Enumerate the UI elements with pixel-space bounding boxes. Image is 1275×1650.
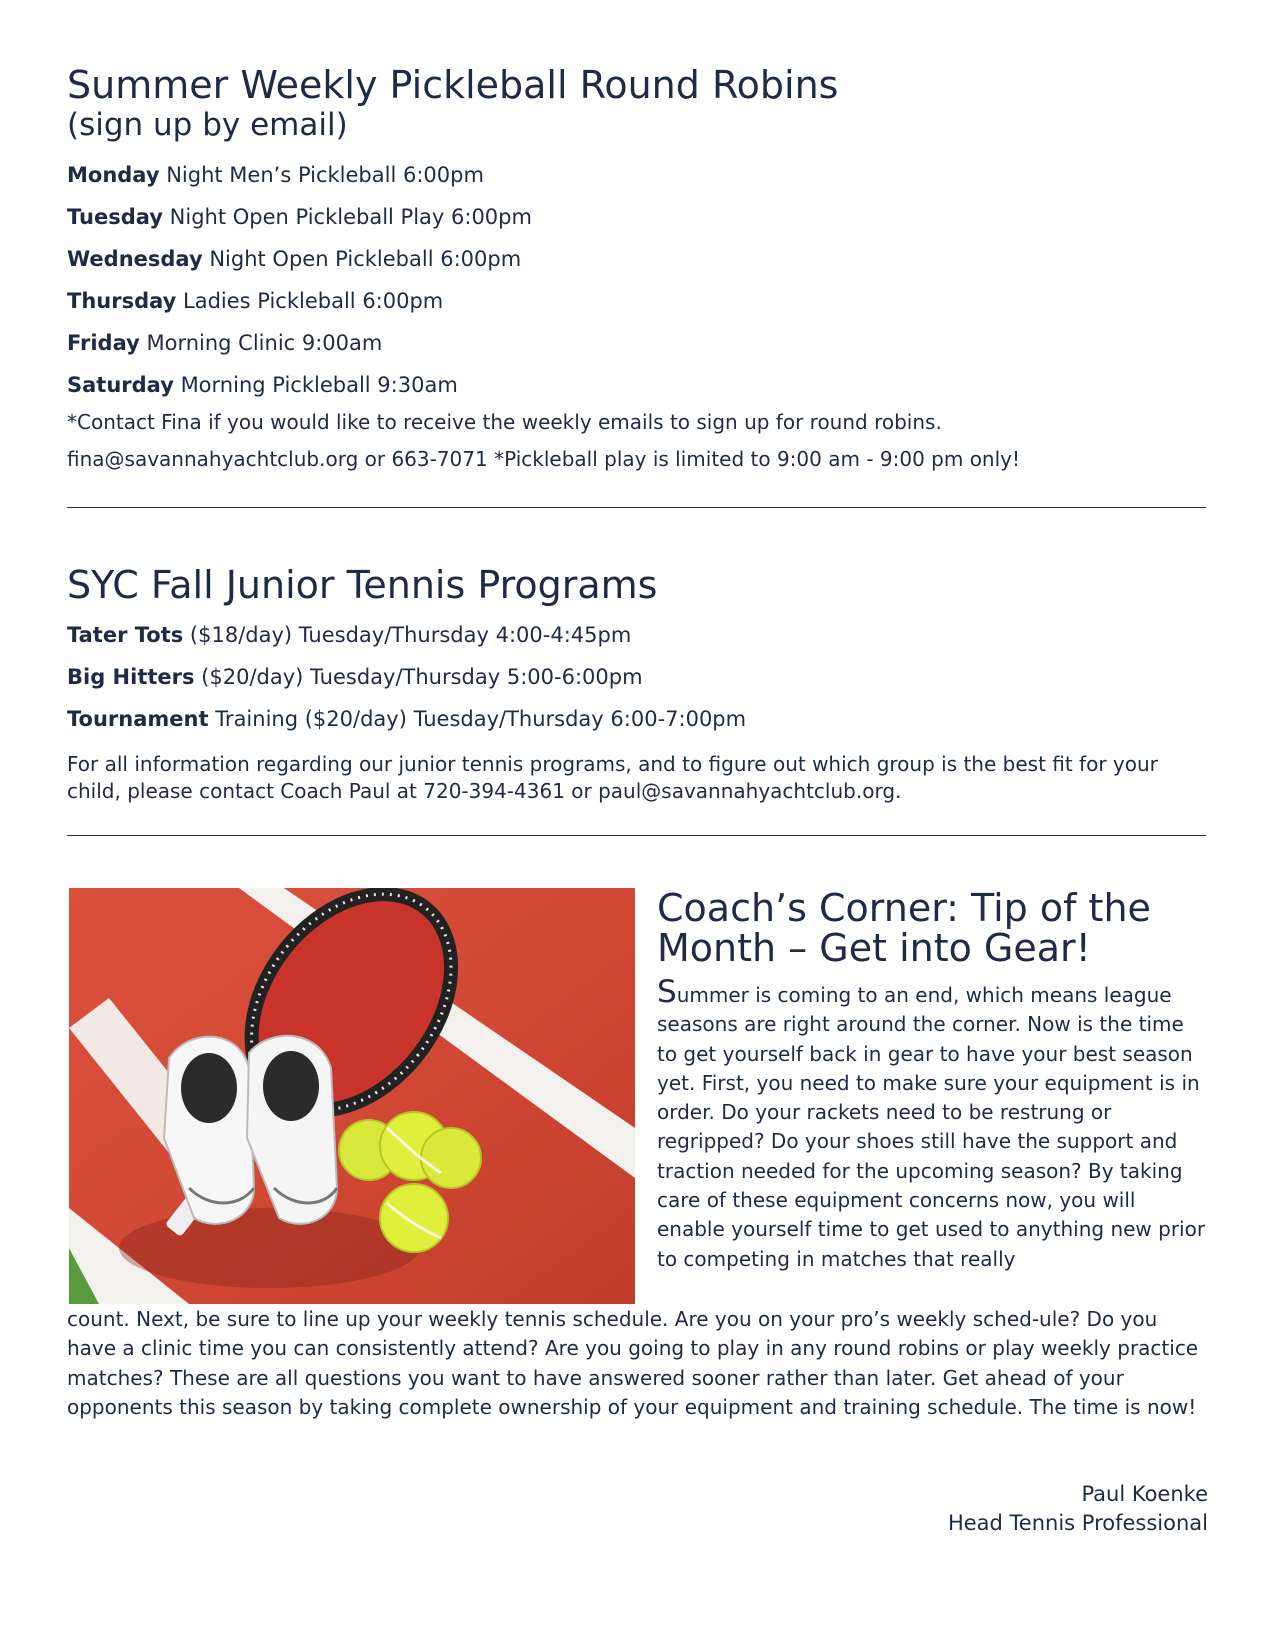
- signature-name: Paul Koenke: [1081, 1482, 1208, 1506]
- program-name: Tournament: [67, 707, 209, 731]
- coach-corner-title: Coach’s Corner: Tip of the Month – Get into Gear!: [657, 886, 1151, 970]
- schedule-item-saturday: [67, 372, 458, 398]
- tennis-gear-photo: [69, 888, 635, 1304]
- program-detail: Training ($20/day) Tuesday/Thursday 6:00-7:00pm: [208, 707, 747, 731]
- schedule-item-thursday: [67, 288, 443, 314]
- program-detail: ($20/day) Tuesday/Thursday 5:00-6:00pm: [194, 665, 643, 689]
- contact-details: fina@savannahyachtclub.org or 663-7071 *Pickleball play is limited to 9:00 am - 9:00 pm only!: [67, 447, 1021, 471]
- schedule-item-wednesday: [67, 246, 521, 272]
- schedule-day: Friday: [67, 331, 140, 355]
- coach-body-continued: count. Next, be sure to line up your weekly tennis schedule. Are you on your pro’s weekly sched-ule? Do you have a clinic time you can consistently attend? Are you going to play in any round robins or play weekly practice matches? These are all questions you want to have answered sooner rather than later. Get ahead of your opponents this season by taking complete ownership of your equipment and training schedule. The time is now!: [67, 1307, 1199, 1419]
- program-name: Big Hitters: [67, 665, 195, 689]
- schedule-detail: Night Men’s Pickleball 6:00pm: [159, 163, 484, 187]
- signature-block: [948, 1480, 1208, 1538]
- schedule-day: Thursday: [67, 289, 177, 313]
- program-name: Tater Tots: [67, 623, 184, 647]
- tennis-info: For all information regarding our junior tennis programs, and to figure out which group is the best fit for your child, please contact Coach Paul at 720-394-4361 or paul@savannahyachtclub.org.: [67, 752, 1158, 803]
- schedule-item-tuesday: [67, 204, 532, 230]
- program-item-big-hitters: [67, 664, 643, 690]
- schedule-detail: Morning Pickleball 9:30am: [173, 373, 458, 397]
- coach-body-wrapped: [657, 974, 1208, 1274]
- pickleball-subtitle: (sign up by email): [67, 107, 348, 143]
- section-divider: [67, 507, 1206, 508]
- schedule-detail: Morning Clinic 9:00am: [139, 331, 383, 355]
- section-divider: [67, 835, 1206, 836]
- schedule-day: Saturday: [67, 373, 174, 397]
- drop-cap: S: [657, 974, 677, 1010]
- schedule-detail: Ladies Pickleball 6:00pm: [176, 289, 444, 313]
- schedule-item-monday: [67, 162, 484, 188]
- coach-body-text: ummer is coming to an end, which means league seasons are right around the corner. Now is the time to get yourself back in gear to have your best season yet. First, you need to make sure your equipment is in order. Do your rackets need to be restrung or regripped? Do your shoes still have the support and traction needed for the upcoming season? By taking care of these equipment concerns now, you will enable yourself time to get used to anything new prior to competing in matches that really: [657, 983, 1206, 1271]
- program-item-tournament: [67, 706, 746, 732]
- schedule-day: Tuesday: [67, 205, 163, 229]
- schedule-detail: Night Open Pickleball 6:00pm: [202, 247, 522, 271]
- schedule-day: Monday: [67, 163, 160, 187]
- program-detail: ($18/day) Tuesday/Thursday 4:00-4:45pm: [183, 623, 632, 647]
- schedule-day: Wednesday: [67, 247, 203, 271]
- signature-title: Head Tennis Professional: [947, 1511, 1208, 1535]
- pickleball-title: Summer Weekly Pickleball Round Robins: [67, 63, 839, 107]
- schedule-detail: Night Open Pickleball Play 6:00pm: [162, 205, 532, 229]
- schedule-item-friday: [67, 330, 382, 356]
- tennis-title: SYC Fall Junior Tennis Programs: [67, 563, 658, 607]
- contact-note: *Contact Fina if you would like to receive the weekly emails to sign up for round robins.: [67, 410, 942, 434]
- program-item-tater-tots: [67, 622, 631, 648]
